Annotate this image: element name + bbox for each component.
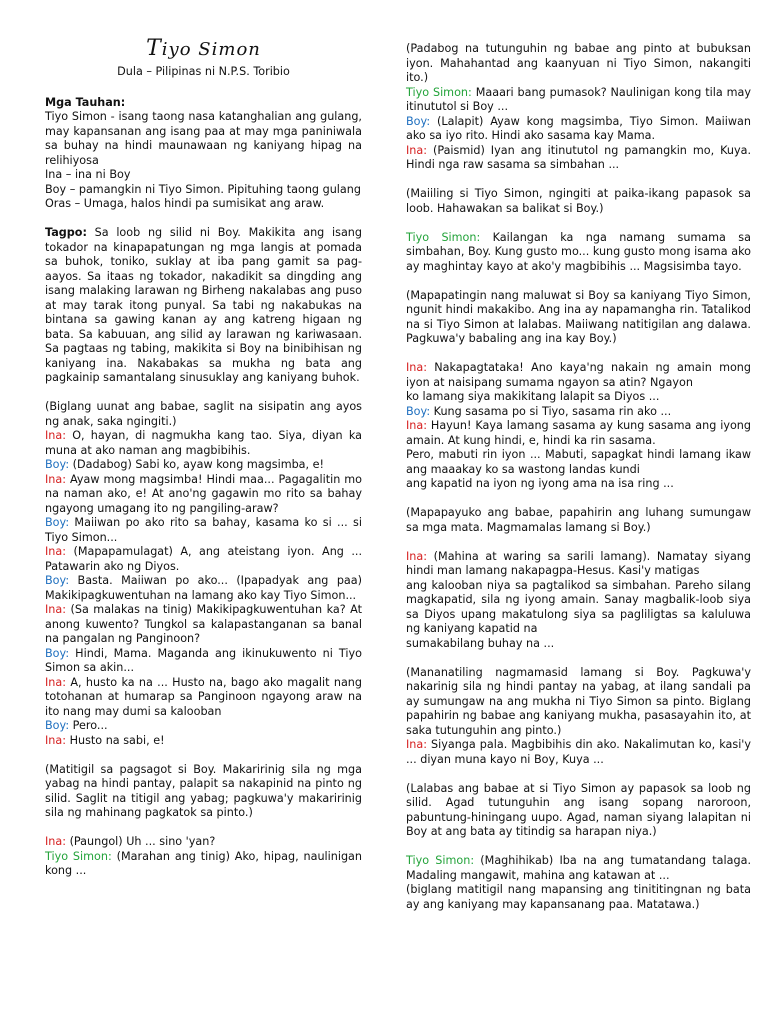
line-text: Kung sasama po si Tiyo, sasama rin ako ... bbox=[430, 404, 672, 418]
title-rest: iyo Simon bbox=[161, 39, 261, 60]
left-body bbox=[45, 96, 362, 879]
dialogue-line bbox=[45, 719, 362, 734]
dialogue-line bbox=[406, 419, 751, 448]
line-text: Pero... bbox=[69, 719, 108, 732]
line-text: ang kalooban niya sa pagtalikod sa simbahan. Pareho silang magkapatid, sila ng iyong amain. Sanay magbalik-loob siya sa Diyos upang makatulong siya sa pagliligtas sa kaluluwa ng kaniyang kapatid na bbox=[406, 578, 751, 635]
line-text: (Marahan ang tinig) Ako, hipag, naulinigan kong ... bbox=[45, 849, 362, 877]
section-block bbox=[45, 96, 362, 111]
play-subtitle: Dula – Pilipinas ni N.P.S. Toribio bbox=[117, 65, 290, 78]
text-block bbox=[406, 883, 751, 912]
line-text: O, hayan, di nagmukha kang tao. Siya, diyan ka muna at ako naman ang magbibihis. bbox=[45, 429, 362, 457]
speaker-ina: Ina: bbox=[406, 738, 428, 751]
speaker-ina: Ina: bbox=[45, 429, 67, 442]
paragraph-gap bbox=[45, 821, 362, 836]
speaker-ina: Ina: bbox=[406, 143, 428, 157]
section-heading: Tagpo: bbox=[45, 226, 87, 239]
paragraph-gap bbox=[406, 173, 751, 188]
dialogue-line bbox=[406, 405, 751, 420]
line-text: Tiyo Simon - isang taong nasa katanghalian ang gulang, may kapansanan ang isang paa at may mga paniniwala sa buhay na hindi maunawaan ng kaniyang hipag na relihiyosa bbox=[45, 110, 362, 167]
paragraph-gap bbox=[406, 492, 751, 507]
speaker-tiyo: Tiyo Simon: bbox=[406, 85, 472, 99]
text-block bbox=[45, 110, 362, 168]
speaker-tiyo: Tiyo Simon: bbox=[406, 854, 475, 867]
text-block bbox=[406, 390, 751, 405]
line-text: (Paismid) Iyan ang itinututol ng pamangkin mo, Kuya. Hindi nga raw sasama sa simbahan ... bbox=[406, 143, 751, 171]
line-text: (Mapapamulagat) A, ang ateistang iyon. Ang ... Patawarin ako ng Diyos. bbox=[45, 545, 362, 573]
speaker-tiyo: Tiyo Simon: bbox=[45, 849, 112, 863]
section-block bbox=[45, 226, 362, 386]
speaker-ina: Ina: bbox=[406, 361, 428, 374]
speaker-ina: Ina: bbox=[45, 733, 67, 747]
line-text: Pero, mabuti rin iyon ... Mabuti, sapagkat hindi lamang ikaw ang maaakay ko sa wastong landas kundi bbox=[406, 448, 751, 476]
dialogue-line bbox=[45, 835, 362, 850]
line-text: Boy – pamangkin ni Tiyo Simon. Pipituhing taong gulang bbox=[45, 182, 361, 196]
line-text: Nakapagtataka! Ano kaya'ng nakain ng amain mong iyon at naisipang sumama ngayon sa atin? Ngayon bbox=[406, 361, 751, 389]
dialogue-line bbox=[45, 545, 362, 574]
line-text: ang kapatid na iyon ng iyong ama na isa ring ... bbox=[406, 477, 674, 490]
speaker-ina: Ina: bbox=[45, 603, 67, 616]
speaker-boy: Boy: bbox=[45, 719, 70, 732]
paragraph-gap bbox=[406, 274, 751, 289]
text-block bbox=[406, 187, 751, 216]
dialogue-line bbox=[406, 144, 751, 173]
dialogue-line bbox=[406, 550, 751, 579]
dialogue-line bbox=[45, 458, 362, 473]
line-text: Husto na sabi, e! bbox=[66, 733, 165, 747]
dialogue-line bbox=[406, 738, 751, 767]
line-text: (Mapapayuko ang babae, papahirin ang luhang sumungaw sa mga mata. Magmamalas lamang si Boy.) bbox=[406, 506, 751, 534]
line-text: Hindi, Mama. Maganda ang ikinukuwento ni Tiyo Simon sa akin... bbox=[45, 646, 362, 674]
dialogue-line bbox=[406, 854, 751, 883]
text-block bbox=[45, 168, 362, 183]
paragraph-gap bbox=[406, 840, 751, 855]
line-text: Sa loob ng silid ni Boy. Makikita ang isang tokador na kinapapatungan ng mga langis at pomada sa buhok, toniko, suklay at iba pang gamit sa pag-aayos. Sa itaas ng tokador, nakadikit sa dingding ang isang malaking larawan ng Birheng nakalabas ang puso at may tarak itong punyal. Sa tabi ng nakabukas na bintana sa gawing kanan ay ang katreng higaan ng bata. Sa kabuuan, ang silid ay larawan ng kariwasaan. Sa pagtaas ng tabing, makikita si Boy na binibihisan ng kaniyang ina. Nakabakas sa mukha ng bata ang pagkainip samantalang sinusuklay ang kaniyang buhok. bbox=[45, 226, 362, 384]
left-column bbox=[45, 38, 362, 879]
line-text: Kailangan ka nga namang sumama sa simbahan, Boy. Kung gusto mo... kung gusto mong isama ako ay maghintay kayo at ako'y magbibihis ... Magsisimba tayo. bbox=[406, 230, 751, 273]
speaker-ina: Ina: bbox=[406, 419, 428, 432]
line-text: Hayun! Kaya lamang sasama ay kung sasama ang iyong amain. At kung hindi, e, hindi ka rin sasama. bbox=[406, 419, 751, 447]
line-text: Maaari bang pumasok? Naulinigan kong tila may itinututol si Boy ... bbox=[406, 85, 752, 113]
text-block bbox=[45, 183, 362, 198]
dialogue-line bbox=[406, 361, 751, 390]
dialogue-line bbox=[45, 574, 362, 603]
line-text: (Biglang uunat ang babae, saglit na sisipatin ang ayos ng anak, saka ngingiti.) bbox=[45, 400, 362, 428]
line-text: ko lamang siya makikitang lalapit sa Diyos ... bbox=[406, 390, 660, 403]
dialogue-line bbox=[406, 115, 751, 144]
speaker-ina: Ina: bbox=[406, 549, 428, 563]
speaker-ina: Ina: bbox=[45, 472, 67, 486]
text-block bbox=[45, 197, 362, 212]
text-block bbox=[406, 637, 751, 652]
speaker-ina: Ina: bbox=[45, 835, 67, 848]
speaker-boy: Boy: bbox=[45, 458, 70, 471]
speaker-boy: Boy: bbox=[406, 404, 431, 418]
line-text: (Maiiling si Tiyo Simon, ngingiti at paika-ikang papasok sa loob. Hahawakan sa balikat si Boy.) bbox=[406, 187, 751, 215]
text-block bbox=[45, 400, 362, 429]
line-text: Siyanga pala. Magbibihis din ako. Nakalimutan ko, kasi'y ... diyan muna kayo ni Boy, Kuya ... bbox=[406, 738, 751, 766]
line-text: (Mapapatingin nang maluwat si Boy sa kaniyang Tiyo Simon, ngunit hindi makakibo. Ang ina ay napamangha rin. Tatalikod na si Tiyo Simon at lalabas. Maiiwang natitigilan ang dalawa. Pagkuwa'y babaling ang ina kay Boy.) bbox=[406, 288, 751, 345]
dialogue-line bbox=[45, 734, 362, 749]
paragraph-gap bbox=[45, 386, 362, 401]
text-block bbox=[45, 763, 362, 821]
speaker-ina: Ina: bbox=[45, 545, 67, 558]
text-block bbox=[406, 289, 751, 347]
text-block bbox=[406, 666, 751, 739]
speaker-tiyo: Tiyo Simon: bbox=[406, 230, 481, 244]
line-text: sumakabilang buhay na ... bbox=[406, 636, 555, 650]
text-block bbox=[406, 506, 751, 535]
paragraph-gap bbox=[406, 535, 751, 550]
line-text: (Dadabog) Sabi ko, ayaw kong magsimba, e! bbox=[69, 458, 325, 471]
paragraph-gap bbox=[45, 212, 362, 227]
text-block bbox=[406, 448, 751, 477]
text-block bbox=[406, 477, 751, 492]
line-text: (Sa malakas na tinig) Makikipagkuwentuhan ka? At anong kuwento? Tungkol sa kalapastanganan sa banal na pangalan ng Panginoon? bbox=[45, 603, 362, 645]
speaker-ina: Ina: bbox=[45, 675, 67, 689]
line-text: A, husto ka na ... Husto na, bago ako magalit nang totohanan at humarap sa Panginoon ngayong araw na ito nang may dumi sa kalooban bbox=[45, 675, 362, 718]
line-text: (Mananatiling nagmamasid lamang si Boy. Pagkuwa'y nakarinig sila ng hindi pantay na yabag, at ilang sandali pa ay sumungaw na ang mukha ni Tiyo Simon sa pinto. Biglang papahirin ng babae ang kaniyang mukha, pasasayahin ito, at saka tutunguhin ang pinto.) bbox=[406, 665, 751, 737]
line-text: (Lalabas ang babae at si Tiyo Simon ay papasok sa loob ng silid. Agad tutunguhin ang isang sopang naroroon, pabuntung-hiningang uupo. Agad, naman siyang lalapitan ni Boy at ang bata ay titindig sa harapan niya.) bbox=[406, 781, 751, 838]
text-block bbox=[406, 579, 751, 637]
line-text: Ayaw mong magsimba! Hindi maa... Pagagalitin mo na naman ako, e! At ano'ng gagawin mo rito sa bahay ngayong umagang ito ng pangiling-araw? bbox=[45, 472, 362, 515]
line-text: Ina – ina ni Boy bbox=[45, 168, 131, 181]
dialogue-line bbox=[45, 850, 362, 879]
speaker-boy: Boy: bbox=[45, 646, 70, 660]
dialogue-line bbox=[45, 516, 362, 545]
text-block bbox=[406, 42, 751, 86]
speaker-boy: Boy: bbox=[45, 574, 70, 587]
line-text: (Lalapit) Ayaw kong magsimba, Tiyo Simon. Maiiwan ako sa iyo rito. Hindi ako sasama kay Mama. bbox=[406, 114, 751, 142]
line-text: (Paungol) Uh ... sino 'yan? bbox=[66, 835, 216, 848]
line-text: Basta. Maiiwan po ako... (Ipapadyak ang paa) Makikipagkuwentuhan na lamang ako kay Tiyo Simon... bbox=[45, 574, 362, 602]
right-column bbox=[406, 42, 751, 912]
line-text: Oras – Umaga, halos hindi pa sumisikat ang araw. bbox=[45, 197, 325, 210]
line-text: (Mahina at waring sa sarili lamang). Namatay siyang hindi man lamang nakapagpa-Hesus. Kasi'y matigas bbox=[406, 549, 751, 577]
line-text: (Padabog na tutunguhin ng babae ang pinto at bubuksan iyon. Mahahantad ang kaanyuan ni Tiyo Simon, nakangiti ito.) bbox=[406, 42, 751, 84]
speaker-boy: Boy: bbox=[45, 516, 70, 529]
line-text: (biglang matitigil nang mapansing ang tinititingnan ng bata ay ang kaniyang may kapansanang paa. Matatawa.) bbox=[406, 883, 751, 911]
paragraph-gap bbox=[45, 748, 362, 763]
dialogue-line bbox=[45, 429, 362, 458]
dialogue-line bbox=[45, 647, 362, 676]
title-initial: T bbox=[146, 36, 162, 61]
dialogue-line bbox=[406, 86, 751, 115]
line-text: Maiiwan po ako rito sa bahay, kasama ko si ... si Tiyo Simon... bbox=[45, 516, 362, 544]
section-heading: Mga Tauhan: bbox=[45, 95, 126, 109]
speaker-boy: Boy: bbox=[406, 114, 431, 128]
right-body bbox=[406, 42, 751, 912]
dialogue-line bbox=[406, 231, 751, 275]
text-block bbox=[406, 782, 751, 840]
paragraph-gap bbox=[406, 767, 751, 782]
dialogue-line bbox=[45, 676, 362, 720]
paragraph-gap bbox=[406, 216, 751, 231]
paragraph-gap bbox=[406, 347, 751, 362]
dialogue-line bbox=[45, 473, 362, 517]
paragraph-gap bbox=[406, 651, 751, 666]
line-text: (Maghihikab) Iba na ang tumatandang talaga. Madaling mangawit, mahina ang katawan at ... bbox=[406, 854, 751, 882]
play-title bbox=[45, 38, 362, 61]
line-text: (Matitigil sa pagsagot si Boy. Makaririnig sila ng mga yabag na hindi pantay, palapit sa nakapinid na pinto ng silid. Saglit na titigil ang yabag; pagkuwa'y makaririnig sila ng mahinang pagkatok sa pinto.) bbox=[45, 762, 362, 819]
dialogue-line bbox=[45, 603, 362, 647]
